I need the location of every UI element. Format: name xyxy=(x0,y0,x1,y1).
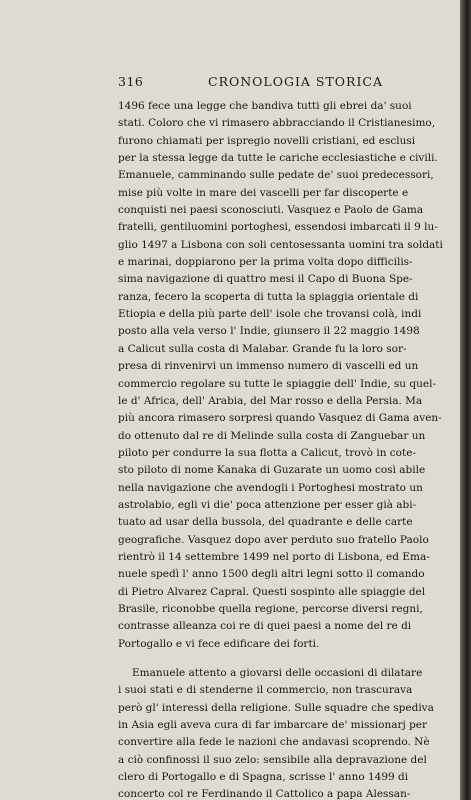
text-line: i suoi stati e di stenderne il commercio, non trascurava xyxy=(118,684,413,697)
text-line: contrasse alleanza coi re di quei paesi a nome del re di xyxy=(118,620,412,633)
paragraph-gap xyxy=(118,653,460,665)
text-line: geografiche. Vasquez dopo aver perduto suo fratello Paolo xyxy=(118,533,429,546)
text-line: do ottenuto dal re di Melinde sulla costa di Zanguebar un xyxy=(118,429,426,442)
text-line: più ancora rimasero sorpresi quando Vasquez di Gama aven- xyxy=(118,412,442,425)
text-line: piloto per condurre la sua flotta a Calicut, trovò in cote- xyxy=(118,446,416,459)
text-line: a Calicut sulla costa di Malabar. Grande fu la loro sor- xyxy=(118,342,407,355)
text-line: 1496 fece una legge che bandiva tutti gli ebrei da' suoi xyxy=(118,100,412,112)
text-line: conquisti nei paesi sconosciuti. Vasquez e Paolo de Gama xyxy=(118,204,424,217)
text-line: sto piloto di nome Kanaka di Guzarate un uomo così abile xyxy=(118,464,426,477)
text-line: furono chiamati per ispregio novelli cristiani, ed esclusi xyxy=(118,134,416,147)
text-line: per la stessa legge da tutte le cariche ecclesiastiche e civili. xyxy=(118,152,438,165)
text-line: presa di rinvenirvi un immenso numero di vascelli ed un xyxy=(118,360,419,373)
text-line: posto alla vela verso l' Indie, giunsero il 22 maggio 1498 xyxy=(118,325,420,338)
text-line: astrolabio, egli vi die' poca attenzione per esser già abi- xyxy=(118,498,417,511)
text-line: tuato ad usar della bussola, del quadrante e delle carte xyxy=(118,516,413,529)
text-line: Emanuele, camminando sulle pedate de' suoi predecessori, xyxy=(118,169,434,182)
text-line: clero di Portogallo e di Spagna, scrisse l' anno 1499 di xyxy=(118,771,409,784)
text-line: le d' Africa, dell' Arabia, del Mar rosso e della Persia. Ma xyxy=(118,394,423,407)
text-line: Etiopia e della più parte dell' isole che trovansi colà, indi xyxy=(118,308,422,321)
running-title: CRONOLOGIA STORICA xyxy=(208,74,383,89)
body-text xyxy=(118,98,460,800)
text-line: e marinai, doppiarono per la prima volta dopo difficilis- xyxy=(118,256,413,269)
text-line: nella navigazione che avendogli i Portoghesi mostrato un xyxy=(118,481,423,494)
page-header xyxy=(118,74,460,90)
text-line: mise più volte in mare dei vascelli per far discoperte e xyxy=(118,186,409,199)
text-line: fratelli, gentiluomini portoghesi, essendosi imbarcati il 9 lu- xyxy=(118,221,438,234)
text-line: Portogallo e vi fece edificare dei forti. xyxy=(118,637,320,650)
text-line: però gl' interessi della religione. Sulle squadre che spediva xyxy=(118,701,434,714)
text-line: Emanuele attento a giovarsi delle occasioni di dilatare xyxy=(132,667,423,679)
text-line: di Pietro Alvarez Capral. Questi sospinto alle spiaggie del xyxy=(118,585,426,598)
text-line: ranza, fecero la scoperta di tutta la spiaggia orientale di xyxy=(118,290,419,303)
text-line: concerto col re Ferdinando il Cattolico a papa Alessan- xyxy=(118,788,411,800)
text-line: stati. Coloro che vi rimasero abbracciando il Cristianesimo, xyxy=(118,117,436,130)
text-line: glio 1497 a Lisbona con soli centosessanta uomini tra soldati xyxy=(118,238,443,251)
text-line: convertire alla fede le nazioni che andavasi scoprendo. Nè xyxy=(118,736,430,749)
text-line: sima navigazione di quattro mesi il Capo di Buona Spe- xyxy=(118,273,413,286)
page-edge-shadow xyxy=(460,0,471,800)
text-line: Brasile, riconobbe quella regione, percorse diversi regni, xyxy=(118,602,423,615)
text-line: nuele spedì l' anno 1500 degli altri legni sotto il comando xyxy=(118,568,425,581)
text-line: a ciò confinossi il suo zelo: sensibile alla depravazione del xyxy=(118,753,427,766)
page-number: 316 xyxy=(118,74,144,89)
text-line: in Asia egli aveva cura di far imbarcare de' missionarj per xyxy=(118,719,428,732)
text-line: commercio regolare su tutte le spiaggie dell' Indie, su quel- xyxy=(118,377,437,390)
text-line: rientrò il 14 settembre 1499 nel porto di Lisbona, ed Ema- xyxy=(118,550,430,563)
